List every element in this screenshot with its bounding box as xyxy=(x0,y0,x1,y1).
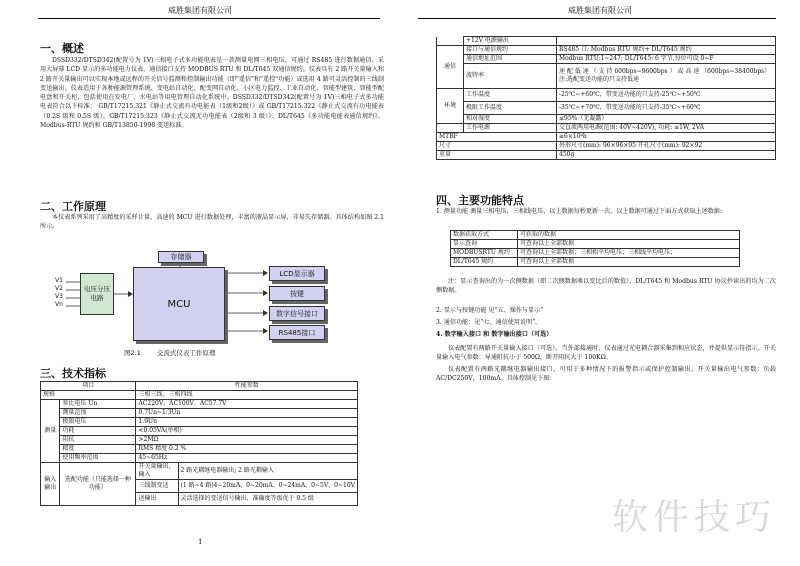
table-cell: RMS 精度 0.2 % xyxy=(136,445,358,454)
table-row xyxy=(41,409,358,418)
table-row xyxy=(451,258,740,267)
table-cell: 三相三线、三相四线 xyxy=(136,391,358,400)
table-cell: 可查询以上全部数据 xyxy=(518,240,740,249)
note-paragraph: 注：显示查询出的为一次侧数据（即二次侧数据乘以变比后的数值），DL/T645 和 Modbus RTU 协议抄读出的均为二次侧数据。 xyxy=(436,278,776,295)
table-row xyxy=(437,102,776,115)
table-cell: 可查询以上全部数据 xyxy=(518,258,740,267)
query-table xyxy=(450,230,740,267)
table-cell: 工作电源 xyxy=(464,124,557,133)
table-cell: 测量 xyxy=(41,400,60,463)
table-cell: -35℃~+70℃，带变送功能的只支持-35℃~+60℃ xyxy=(557,102,776,115)
table-header: 项目 xyxy=(41,382,136,391)
table-row xyxy=(437,89,776,102)
table-cell: 环境 xyxy=(437,89,464,124)
section-title-specs: 三、技术指标 xyxy=(40,367,106,380)
feature-1-text xyxy=(436,207,776,216)
table-cell: 波特率 xyxy=(464,64,557,89)
overview-paragraph: DSSD332/DTSD342(配置号为 1V)三相电子式多功能电表是一款测量电网三相电压、可通过 RS485 进行数据通信、采用大屏幕 LCD 显示的多功能电力仪表。通信接口支持 MODBUS RTU 和 DL/T645 双通信规约。仪表具有 2 路开关量输入和 2 路开关量输出可以实现本地或远程的开关信号监测和控制输出功能（即"遥信"和"遥控"功能）或选用 4 路可灵活控制的三线制变送输出。仪表适用于各种能源管理系统、变电站自动化、配变网自动化、小区电力监控、工业自动化、智能型建筑、智能型配电盘和开关柜，包括使用在发电厂、水电站等用电管理自动化系统中。DSSD332/DTSD342(配置号为 1V)三相电子式多功能电表符合以下标准： GB/T17215.321《静止式交流有功电能表（1级和2级）》或 GB/T17215.322《静止式交流有功电能表（0.2S 级和 0.5S 级）、GB/T17215.323《静止式交流无功电能表（2级和 3 级）》、DL/T645《多功能电能表通信规约》、Modbus-RTU 规约和 GB/T13850-1998 变送标准。 xyxy=(40,57,384,130)
feature-4-text xyxy=(436,344,776,383)
figure-number: 图2.1 xyxy=(124,349,141,357)
mcu-box: MCU xyxy=(133,267,225,341)
table-row xyxy=(41,418,358,427)
page-header: 威胜集团有限公司 xyxy=(568,6,632,15)
table-cell: 可获取的数据 xyxy=(518,231,740,240)
page-header: 威胜集团有限公司 xyxy=(168,6,232,15)
section-title-overview: 一、概述 xyxy=(40,42,84,55)
table-cell: 使用频率范围 xyxy=(60,454,136,463)
table-cell: 2 路光耦继电器输出; 2 路光耦输入 xyxy=(178,463,357,480)
block-diagram xyxy=(55,245,358,360)
table-cell: MODBUSRTU 规约 xyxy=(451,249,518,258)
feature-1-paragraph: 1. 测量功能 测量三相电压，三相线电压，以上数据每秒更新一次。以上数据可通过下面方式获取上述数据: xyxy=(436,208,722,215)
table-row xyxy=(437,151,776,160)
input-v3: V3 xyxy=(55,292,63,300)
table-cell: +12V 电源输出 xyxy=(464,37,557,46)
table-cell: 工作温度 xyxy=(464,89,557,102)
table-cell: 通信 xyxy=(437,46,464,89)
figure-caption xyxy=(124,348,215,357)
table-cell: >2MΩ xyxy=(136,436,358,445)
table-cell: 0.7Un~1.3Un xyxy=(136,409,358,418)
table-row xyxy=(41,391,358,400)
header-rule xyxy=(38,18,380,19)
table-row xyxy=(451,240,740,249)
table-row xyxy=(451,249,740,258)
right-page xyxy=(400,0,800,566)
table-row xyxy=(41,400,358,409)
table-cell: ≤95%（无凝露） xyxy=(557,115,776,124)
spec-table-continued xyxy=(436,36,776,160)
overview-text xyxy=(40,56,384,130)
table-cell: 参比电压 Un xyxy=(60,400,136,409)
table-cell: 重量 xyxy=(437,151,557,160)
table-cell: MTBF xyxy=(437,133,557,142)
table-cell: 数据获取方式 xyxy=(451,231,518,240)
digital-io-box: 数字信号接口 xyxy=(269,306,325,321)
table-cell: 接口与通信规约 xyxy=(464,46,557,55)
table-cell: DL/T645 规约 xyxy=(451,258,518,267)
principle-paragraph: 本仪表系列采用了高精度的采样计量，高速的 MCU 进行数据处理，丰富的液晶显示屏，非易失存储器。具体结构如图 2.1 所示。 xyxy=(40,214,384,231)
table-cell: 功耗 xyxy=(60,427,136,436)
table-row xyxy=(41,382,358,391)
table-row xyxy=(437,142,776,151)
figure-title: 交流式仪表工作原理 xyxy=(156,349,216,357)
table-cell xyxy=(437,124,464,133)
table-cell: AC220V、AC100V、AC57.7V xyxy=(136,400,358,409)
lcd-box: LCD显示器 xyxy=(269,266,325,281)
rs485-box: RS485接口 xyxy=(269,325,325,340)
input-v2: V2 xyxy=(55,284,63,292)
digital-output-paragraph: 仪表配置有两路光耦继电器输出接口，可用于多种情况下的报警指示或保护控制输出。开关量输出电气参数：负载 AC/DC250V，100mA。具体控制见下图： xyxy=(436,365,776,382)
table-cell: 显示查询 xyxy=(451,240,518,249)
table-row xyxy=(41,436,358,445)
memory-box: 存储器 xyxy=(158,251,204,263)
note-text xyxy=(436,277,776,296)
table-cell: 阻抗 xyxy=(60,436,136,445)
table-row xyxy=(41,454,358,463)
table-row xyxy=(41,427,358,436)
table-cell: 1.9Un xyxy=(136,418,358,427)
table-cell: 选配功能（只能选择一种功能） xyxy=(60,463,136,506)
feature-2: 2. 显示与按键功能 见“五、操作与显示” xyxy=(436,307,544,314)
section-title-principle: 二、工作原理 xyxy=(40,200,106,213)
table-cell: 三线制变送 xyxy=(136,480,178,493)
table-cell: Modbus RTU:1~247; DL/T645: 6 字节,每位可设 0~F xyxy=(557,55,776,64)
table-cell: -25℃~+60℃，带变送功能的只支持-25℃~+50℃ xyxy=(557,89,776,102)
table-cell: 开关量输出、输入 xyxy=(136,463,178,480)
table-cell: 速 配 低 速 （ 支 持 600bps~9600bps ） 或 高 速 （600bps~38400bps）注:选配变送功能的只支持低速 xyxy=(557,64,776,89)
table-cell: 外形尺寸(mm): 96×96×95 开孔尺寸(mm): 92×92 xyxy=(557,142,776,151)
table-cell: RS485 口: Modbus RTU 规约+ DL/T645 规约 xyxy=(557,46,776,55)
table-cell: 尺寸 xyxy=(437,142,557,151)
watermark: 软件技巧 xyxy=(611,497,776,538)
table-cell: 灵活选择的变送信号输出，准确度等级优于 0.5 级 xyxy=(178,493,357,506)
table-header: 性能参数 xyxy=(136,382,358,391)
table-cell: 极限工作温度 xyxy=(464,102,557,115)
table-cell: 输入输出 xyxy=(41,463,60,506)
table-cell: 送输出 xyxy=(136,493,178,506)
table-row xyxy=(437,64,776,89)
table-cell: 450g xyxy=(557,151,776,160)
table-cell: 精度 xyxy=(60,445,136,454)
table-cell: (1 路~4 路)4~20mA、0~20mA、0~24mA、0~5V、0~10V xyxy=(178,480,357,493)
table-cell: 相对湿度 xyxy=(464,115,557,124)
digital-input-paragraph: 仪表配置有两路开关量输入接口（可选），当外部接通时，仪表通过光电耦合器采集到相应状态，并提供显示符指示。开关量输入电气参数：导通阻抗小于 500Ω，断开阻抗大于 100KΩ。 xyxy=(436,345,776,362)
table-row xyxy=(437,46,776,55)
section-title-features: 四、主要功能特点 xyxy=(436,194,524,207)
table-row xyxy=(451,231,740,240)
table-cell: 规格 xyxy=(41,391,136,400)
table-row xyxy=(41,445,358,454)
table-row xyxy=(437,55,776,64)
table-cell: 45~65Hz xyxy=(136,454,358,463)
table-cell xyxy=(437,37,464,46)
principle-text xyxy=(40,213,384,232)
table-cell: <0.05VA(单相) xyxy=(136,427,358,436)
feature-4: 4. 数字输入接口 和 数字输出接口（可选） xyxy=(436,331,553,338)
header-rule xyxy=(418,18,776,19)
table-cell: 测量范围 xyxy=(60,409,136,418)
table-row xyxy=(437,37,776,46)
table-row xyxy=(437,124,776,133)
table-cell: ≥6×10⁴h xyxy=(557,133,776,142)
feature-3: 3. 通信功能：见“七、通信使用说明”。 xyxy=(436,319,542,326)
table-row xyxy=(437,115,776,124)
table-cell xyxy=(557,37,776,46)
table-cell: 交直流两用电源(范围: 40V~420V), 功耗: ≤1W, 2VA xyxy=(557,124,776,133)
voltage-divider-box: 电压分压电路 xyxy=(80,273,114,315)
input-v1: V1 xyxy=(55,276,63,284)
input-vn: Vn xyxy=(55,300,63,308)
key-box: 按键 xyxy=(269,286,325,301)
page-number: 1 xyxy=(198,538,203,546)
table-cell: 通信地址范围 xyxy=(464,55,557,64)
spec-table xyxy=(40,381,358,506)
table-cell: 可查询以上全部数据；三相相平均电压；三相线平均电压； xyxy=(518,249,740,258)
table-cell: 极限电压 xyxy=(60,418,136,427)
table-row xyxy=(437,133,776,142)
table-row xyxy=(41,463,358,480)
